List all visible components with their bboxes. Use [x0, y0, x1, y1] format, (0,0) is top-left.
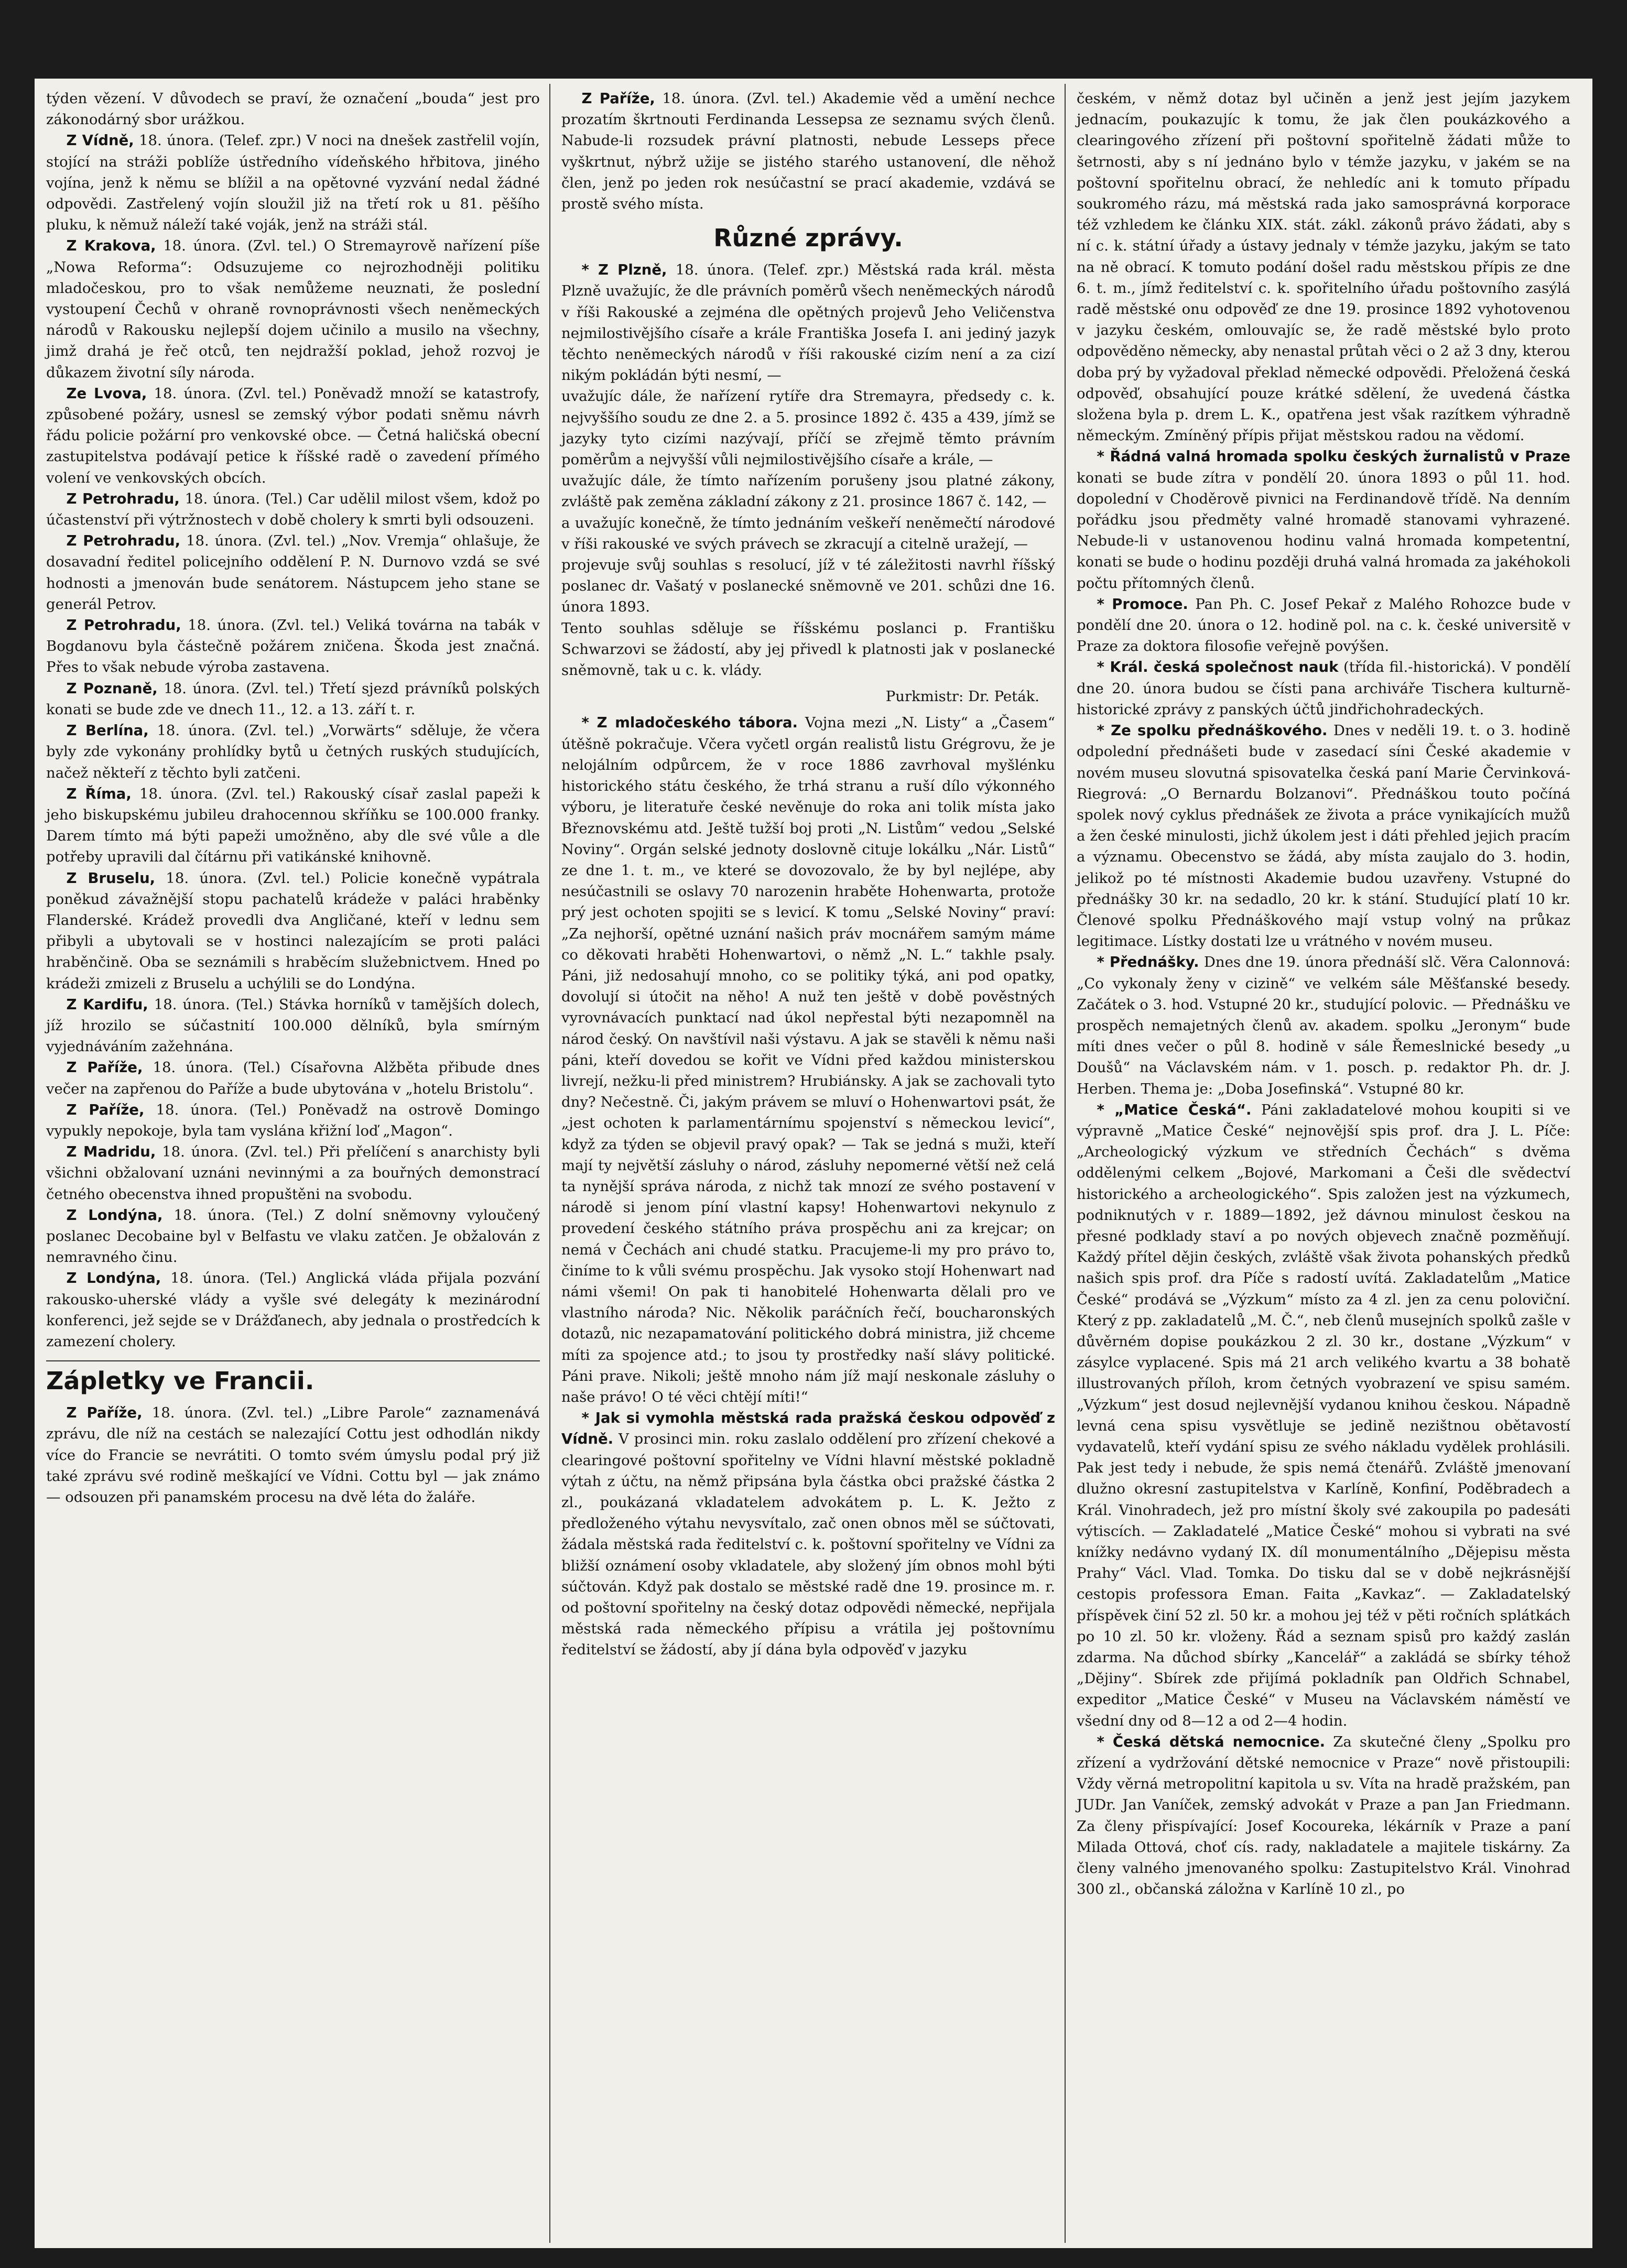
article-paragraph	[561, 1408, 1055, 1660]
article-text: Pan Ph. C. Josef Pekař z Malého Rohozce bude v pondělí dne 20. února o 12. hodině pol. na c. k. české universitě v Praze za doktora filosofie veřejně povýšen.	[1077, 595, 1570, 655]
article-text: 18. února. (Tel.) Stávka horníků v tamějších dolech, jíž hrozilo se súčastnití 100.000 dělníků, byla smírným vyjednáváním zažehnána.	[46, 996, 540, 1055]
article-dateline: * Česká dětská nemocnice.	[1097, 1733, 1326, 1750]
article-dateline: Z Paříže,	[581, 90, 655, 107]
article-text: 18. února. (Zvl. tel.) Třetí sjezd právníků polských konati se bude zde ve dnech 11., 12. a 13. září t. r.	[46, 680, 540, 718]
article-paragraph	[561, 618, 1055, 681]
article-dateline: Z Paříže,	[66, 1404, 143, 1422]
article-paragraph	[46, 488, 540, 530]
article-paragraph	[46, 783, 540, 868]
article-text: konati se bude zítra v pondělí 20. února 1893 o půl 11. hod. dopolední v Choděrově pivnici na Ferdinandově třídě. Na denním pořádku jsou předměty valné hromadě stanovami vyhrazené. Nebude-li v ustanovenou hodinu valná hromada kompetentní, konati se bude o hodinu později druhá valná hromada za jakéhokoli počtu přítomných členů.	[1077, 469, 1570, 592]
article-dateline: Z Krakova,	[66, 237, 156, 255]
article-dateline: Z Berlína,	[66, 722, 149, 739]
article-paragraph	[46, 235, 540, 383]
article-text: V prosinci min. roku zaslalo oddělení pro zřízení chekové a clearingové poštovní spořitelny ve Vídni hlavní městské pokladně výtah z účtu, na němž připsána byla částka obci pražské částka 2 zl., poukázaná vkladatelem advokátem p. L. K. Ježto z předloženého výtahu nevysvítalo, zač onen obnos měl se súčtovati, žádala městská rada ředitelství c. k. poštovní spořitelny ve Vídni za bližší oznámení osoby vkladatele, aby složený jím obnos mohl býti súčtován. Když pak dostalo se městské radě dne 19. prosince m. r. od poštovní spořitelny na český dotaz odpovědi německé, nepřijala městská rada německého přípisu a vrátila jej poštovnímu ředitelství se žádostí, aby jí dána byla odpověď v jazyku	[561, 1431, 1055, 1659]
article-text: 18. února. (Zvl. tel.) Poněvadž množí se katastrofy, způsobené požáry, usnesl se zemský výbor podati sněmu návrh řádu policie požární pro venkovské obce. — Četná haličská obecní zastupitelstva podávají petice k říšské radě o zavedení přímého volení ve venkovských obcích.	[46, 385, 540, 486]
article-text: (třída fil.-historická). V pondělí dne 20. února budou se čísti pana archiváře Tischera kulturně-historické zprávy z panských účtů jindřichohradeckých.	[1077, 659, 1570, 718]
article-paragraph	[46, 130, 540, 235]
article-text: Dnes v neděli 19. t. o 3. hodině odpolední přednášeti bude v zasedací síni České akademie v novém museu slovutná spisovatelka česká paní Marie Červinková-Riegrová: „O Bernardu Bolzanovi“. Přednáškou touto počíná spolek nový cyklus přednášek ze života a práce vynikajících mužů a žen české minulosti, jichž úkolem jest i dáti přehled jejich pracím a významu. Obecenstvo se žádá, aby místa zaujalo do 3. hodin, jelikož po té místnosti Akademie budou uzavřeny. Vstupné do přednášky 30 kr. na sedadlo, 20 kr. k stání. Studující platí 10 kr. Členové spolku Přednáškového mají vstup volný na průkaz legitimace. Lístky dostati lze u vrátného v novém museu.	[1077, 722, 1570, 950]
column-2-more-articles	[561, 712, 1055, 1660]
article-dateline: Ze Lvova,	[66, 385, 147, 402]
column-1	[46, 88, 540, 1508]
article-text: 18. února. (Zvl. tel.) Při přelíčení s anarchisty byli všichni obžalovaní uznáni nevinnými a za bouřných demonstrací četného obecenstva ihned propuštěni na svobodu.	[46, 1143, 540, 1203]
article-paragraph	[46, 1402, 540, 1508]
article-dateline: Z Petrohradu,	[66, 617, 181, 634]
article-paragraph	[46, 1099, 540, 1141]
article-text: a uvažujíc konečně, že tímto jednáním veškeří neněmečtí národové v říši rakouské ve svých právech se zkracují a citelně uražejí, —	[561, 514, 1055, 552]
article-paragraph	[46, 720, 540, 783]
article-text: 18. února. (Telef. zpr.) V noci na dnešek zastřelil vojín, stojící na stráži poblíže ústředního vídeňského hřbitova, jiného vojína, jenž k němu se blížil a na opětovné vyzvání nedal žádné odpovědi. Zastřelený vojín sloužil již na třetí rok u 81. pěšího pluku, k němuž náleží také voják, jenž na stráži stál.	[46, 132, 540, 234]
article-dateline: Z Petrohradu,	[66, 490, 180, 507]
article-dateline: Z Madridu,	[66, 1143, 156, 1161]
article-paragraph	[46, 678, 540, 720]
article-paragraph	[1077, 1099, 1570, 1731]
article-text: Tento souhlas sděluje se říšskému poslanci p. Františku Schwarzovi se žádostí, aby jej přivedl k platnosti jak v poslanecké sněmovně, tak u c. k. vlády.	[561, 619, 1055, 679]
article-paragraph	[1077, 1731, 1570, 1900]
column-rule-1	[549, 84, 550, 2243]
article-paragraph	[46, 1205, 540, 1268]
article-dateline: Z Petrohradu,	[66, 532, 181, 550]
article-paragraph	[46, 1268, 540, 1352]
signature-line: Purkmistr: Dr. Peták.	[885, 688, 1039, 705]
article-dateline: * Promoce.	[1097, 595, 1188, 613]
section-heading-zapletky: Zápletky ve Francii.	[46, 1360, 540, 1396]
article-text: 18. února. (Tel.) Anglická vláda přijala pozvání rakousko-uherské vlády a vyšle své delegáty k mezinárodní konferenci, jež sejde se v Drážďanech, aby jednala o prostředcích k zamezení cholery.	[46, 1270, 540, 1350]
article-paragraph	[1077, 88, 1570, 446]
article-paragraph	[561, 513, 1055, 554]
article-text: 18. února. (Tel.) Z dolní sněmovny vyloučený poslanec Decobaine byl v Belfastu ve vlaku zatčen. Je obžalován z nemravného činu.	[46, 1206, 540, 1266]
article-text: 18. února. (Tel.) Císařovna Alžběta přibude dnes večer na zapřenou do Paříže a bude ubytována v „hotelu Bristolu“.	[46, 1059, 540, 1097]
article-paragraph	[46, 868, 540, 994]
article-paragraph	[46, 530, 540, 615]
article-text: 18. února. (Zvl. tel.) O Stremayrově nařízení píše „Nowa Reforma“: Odsuzujeme co nejrozhodněji politiku mladočeskou, pro to však nemůžeme neuznati, že poslední vystoupení Čechů v ohraně rovnoprávnosti všech neněmeckých národů v Rakousku nejlepší dojem učinilo a musilo na všechny, jimž drahá je řeč otců, ten nejdražší poklad, jehož rozvoj je důkazem životní síly národa.	[46, 237, 540, 381]
column-2-section-articles	[561, 259, 1055, 681]
article-text: 18. února. (Zvl. tel.) Veliká továrna na tabák v Bogdanovu byla částečně požárem zničena. Škoda jest značná. Přes to však nebude výroba zastavena.	[46, 617, 540, 676]
article-paragraph	[46, 994, 540, 1057]
column-2	[561, 88, 1055, 1661]
article-dateline: * Jak si vymohla městská rada pražská českou odpověď z Vídně.	[561, 1410, 1055, 1448]
article-paragraph	[46, 1057, 540, 1099]
article-dateline: * Řádná valná hromada spolku českých žurnalistů v Praze	[1097, 448, 1570, 465]
article-paragraph	[1077, 720, 1570, 952]
article-dateline: Z Londýna,	[66, 1270, 161, 1287]
article-paragraph	[561, 712, 1055, 1408]
article-text: Za skutečné členy „Spolku pro zřízení a vydržování dětské nemocnice v Praze“ nově přistoupili: Vždy věrná metropolitní kapitola u sv. Víta na hradě pražském, pan JUDr. Jan Vaníček, zemský advokát v Praze a pan Jan Friedmann. Za členy přispívající: Josef Kocoureka, lékárník v Praze a paní Milada Ottová, choť cís. rady, nakladatele a majitele tiskárny. Za členy valného jmenovaného spolku: Zastupitelstvo Král. Vinohrad 300 zl., občanská záložna v Karlíně 10 zl., po	[1077, 1733, 1570, 1898]
column-rule-2	[1065, 84, 1066, 2243]
article-text: projevuje svůj souhlas s resolucí, jíž v té záležitosti navrhl říšský poslanec dr. Vašatý v poslanecké sněmovně ve 201. schůzi dne 16. února 1893.	[561, 557, 1055, 616]
article-paragraph	[46, 88, 540, 130]
article-text: 18. února. (Zvl. tel.) „Vorwärts“ sděluje, že včera byly zde vykonány prohlídky bytů u četných ruských studujících, načež někteří z těchto byli zatčeni.	[46, 722, 540, 781]
article-paragraph	[46, 615, 540, 678]
article-text: týden vězení. V důvodech se praví, že označení „bouda“ jest pro zákonodárný sbor urážkou.	[46, 90, 540, 128]
article-text: 18. února. (Zvl. tel.) „Libre Parole“ zaznamenává zprávu, dle níž na cestách se nalezající Cottu jest odhodlán nikdy více do Francie se nevrátiti. O tomto svém úmyslu podal prý již také zprávu své rodině meškající ve Vídni. Cottu byl — jak známo — odsouzen při panamském procesu na dvě léta do žaláře.	[46, 1404, 540, 1506]
article-dateline: Z Poznaně,	[66, 680, 158, 697]
article-paragraph	[561, 470, 1055, 512]
article-paragraph	[561, 88, 1055, 214]
article-paragraph	[46, 1141, 540, 1205]
column-1-section-articles	[46, 1402, 540, 1508]
column-2-articles	[561, 88, 1055, 214]
article-text: 18. února. (Zvl. tel.) „Nov. Vremja“ ohlašuje, že dosavadní ředitel policejního oddělení P. N. Durnovo vzdá se své hodnosti a jmenován bude senátorem. Nástupcem jeho stane se generál Petrov.	[46, 532, 540, 613]
article-dateline: Z Kardifu,	[66, 996, 148, 1013]
newspaper-page	[35, 79, 1592, 2248]
article-text: českém, v němž dotaz byl učiněn a jenž jest jejím jazykem jednacím, poukazujíc k tomu, že jak člen poukázkového a clearingového zřízení při poštovní spořitelně žádati může to šetrnosti, aby s ní jednáno bylo v témže jazyku, v jakém se na poštovní spořitelnu obrací, že nehledíc ani k tomuto případu soukromého rázu, má městská rada jako samosprávná korporace též vzhledem ke článku XIX. stát. zákl. zákonů právo žádati, aby s ní c. k. státní úřady a ústavy jednaly v témže jazyku, jakým se tato na ně obrací. K tomuto podání došel radu městskou přípis ze dne 6. t. m., jímž ředitelství c. k. spořitelního úřadu poštovního zasýlá radě městské onu odpověď ze dne 19. prosince 1892 vyhotovenou v jazyku českém, omlouvajíc se, že radě městské bylo proto odpověděno německy, aby nenastal průtah věci o 2 až 3 dny, kterou doba prý by vyžadoval překlad německé odpovědi. Přeložená česká odpověď, obsahující pouze krátké sdělení, že uvedená částka složena byla p. drem L. K., opatřena jest však razítkem výhradně německým. Zmíněný přípis přijat městskou radou na vědomí.	[1077, 90, 1570, 444]
column-1-articles	[46, 88, 540, 1352]
article-paragraph	[561, 386, 1055, 470]
article-dateline: * Z mladočeského tábora.	[581, 714, 798, 732]
article-dateline: * Přednášky.	[1097, 954, 1199, 971]
article-text: Vojna mezi „N. Listy“ a „Časem“ útěšně pokračuje. Včera vyčetl orgán realistů listu Grégrovu, že je nelojálním odpůrcem, že v roce 1886 zavrhoval myšlénku historického státu českého, že trhá stranu a ruší dílo výkonného výboru, je literatuře české nevěnuje do roka ani tolik místa jako Březnovskému atd. Ještě tužší boj proti „N. Listům“ vedou „Selské Noviny“. Orgán selské jednoty doslovně cituje lokálku „Nár. Listů“ ze dne 1. t. m., ve které se dovozovalo, že by byl nejlépe, aby nesúčastnili se oslavy 70 narozenin hraběte Hohenwarta, protože prý jest ochoten spojiti se s levicí. K tomu „Selské Noviny“ praví: „Za nejhorší, opětné uznání našich práv mocnářem samým máme co děkovati hraběti Hohenwartovi, o němž „N. L.“ takhle psaly. Páni, již nedosahují mnoho, co se politiky týká, ani pod opatky, dovolují si útočit na něho! A nuž ten ještě v době pověstných vyrovnávacích punktací nad úkol nepřestal býti nezapomněl na národ český. On navštívil naši výstavu. A jak se stavěli k němu naši páni, kteří dovedou se kořit ve Vídni před každou ministerskou livrejí, nežku-li před ministrem? Hrubiánsky. A jak se zachovali tyto dny? Nečestně. Či, jakým právem se mluví o Hohenwartovi psát, že „jest ochoten k parlamentárnímu spojenství s německou levicí“, když za týden se objevil pravý opak? — Tak se jedná s muži, kteří mají ty největší zásluhy o národ, zásluhy nepomerné větší než celá ta nynější správa národa, z nichž tak mnozí ze svého postavení v národě si jenom píní vlastní kapsy! Hohenwartovi nekynulo z provedení českého státního práva prospěchu ani za krejcar; on nemá v Čechách ani chudé statku. Pracujeme-li my pro právo to, činíme to k vůli svému prospěchu. Jak vysoko stojí Hohenwart nad námi všemi! On pak ti hanobitelé Hohenwarta dělali pro ve vlastního národa? Nic. Několik paráčních řečí, boucharonských dotazů, nic nezapamatování politického dobrá ministra, již chceme míti za spojence atd.; to jsou ty prostředky naší slávy politické. Páni prave. Nikoli; ještě mnoho nám jíž mají neskonale zásluhy o naše právo! O té věci chtějí míti!“	[561, 714, 1055, 1405]
column-3-articles	[1077, 88, 1570, 1900]
article-text: uvažujíc dále, že tímto nařízením porušeny jsou platné zákony, zvláště pak zeměna základní zákony z 21. prosince 1867 č. 142, —	[561, 472, 1055, 510]
article-dateline: Z Paříže,	[66, 1059, 143, 1076]
article-text: 18. února. (Zvl. tel.) Akademie věd a umění nechce prozatím škrtnouti Ferdinanda Lessepsa ze seznamu svých členů. Nabude-li rozsudek právní platnosti, nebude Lesseps přece vyškrtnut, nýbrž užije se jistého starého ustanovení, dle něhož člen, jenž po jeden rok nesúčastní se prací akademie, vzdává se prostě svého místa.	[561, 90, 1055, 213]
article-text: 18. února. (Zvl. tel.) Policie konečně vypátrala poněkud závažnější stopu pachatelů krádeže v paláci hraběnky Flanderské. Krádež provedli dva Angličané, kteří v lednu sem přibyli a ubytovali se v hostinci nalezajícím se proti paláci hraběnčině. Oba se seznámili s hraběcím služebnictvem. Hned po krádeži zmizeli z Bruselu a uchýlili se do Londýna.	[46, 869, 540, 992]
article-dateline: Z Bruselu,	[66, 869, 156, 887]
article-paragraph	[1077, 952, 1570, 1099]
article-dateline: Z Vídně,	[66, 132, 134, 149]
article-paragraph	[46, 383, 540, 488]
article-paragraph	[561, 554, 1055, 618]
article-text: Dnes dne 19. února přednáší slč. Věra Calonnová: „Co vykonaly ženy v cizině“ ve velkém sále Měšťanské besedy. Začátek o 3. hod. Vstupné 20 kr., studující polovic. — Přednášku ve prospěch nemajetných členů av. akadem. spolku „Jeronym“ bude míti dnes večer o půl 8. hodině v sále Řemeslnické besedy „u Doušů“ na Václavském nám. v 1. posch. p. redaktor Ph. dr. J. Herben. Thema je: „Doba Josefinská“. Vstupné 80 kr.	[1077, 954, 1570, 1097]
article-text: 18. února. (Telef. zpr.) Městská rada král. města Plzně uvažujíc, že dle právních poměrů všech neněmeckých národů v říši Rakouské a zejména dle opětných projevů Jeho Veličenstva nejmilostivějšího císaře a krále Františka Josefa I. ani jediný jazyk těchto neněmeckých národů v říši rakouské cizím není a za cizí nikým pokládán býti nesmí, —	[561, 261, 1055, 384]
article-dateline: * Z Plzně,	[581, 261, 667, 279]
article-paragraph	[1077, 594, 1570, 657]
article-text: 18. února. (Tel.) Car udělil milost všem, kdož po účastenství při výtržnostech v době cholery k smrti byli odsouzeni.	[46, 490, 540, 529]
section-heading-ruzne-zpravy: Různé zprávy.	[713, 224, 903, 253]
article-dateline: Z Paříže,	[66, 1101, 145, 1118]
article-dateline: * Ze spolku přednáškového.	[1097, 722, 1328, 739]
article-text: Páni zakladatelové mohou koupiti si ve výpravně „Matice České“ nejnovější spis prof. dra J. L. Píče: „Archeologický výzkum ve středních Čechách“ s dvěma oddělenými celkem „Bojové, Markomani a Češi dle svědectví historického a archeologického“. Spis založen jest na výzkumech, podniknutých v r. 1889—1892, jež dávnou minulost českou na přesné podklady staví a po nových objevech značně pozměňují. Každý přítel dějin českých, zvláště však života pohanských předků našich spis prof. dra Píče s radostí uvítá. Zakladatelům „Matice České“ prodává se „Výzkum“ místo za 4 zl. jen za cenu poloviční. Který z pp. zakladatelů „M. Č.“, neb členů musejních spolků zašle v důvěrném dopise poukázkou 2 zl. 30 kr., dostane „Výzkum“ v zásylce vyplacené. Spis má 21 arch velikého kvartu a 38 bohatě illustrovaných příloh, krom četných vyobrazení ve spisu samém. „Výzkum“ jest dosud nejlevnější vydanou knihou českou. Nápadně levná cena spisu vysvětluje se jedině nezištnou obětavostí vydavatelů, kteří vydání spisu ze svého nákladu vydělek prohlásili. Pak jest tedy i nebude, že spis nemá čtenářů. Zvláště jmenovaní dlužno okresní zastupitelstva v Karlíně, Konfiní, Poděbradech a Král. Vinohradech, jež pro místní školy své zakoupila po padesáti výtiscích. — Zakladatelé „Matice České“ mohou si vybrati na své knížky nedávno vydaný IX. díl monumentálního „Dějepisu města Prahy“ Václ. Vlad. Tomka. Do tisku dal se v době nejkrásnější cestopis professora Eman. Faita „Kavkaz“. — Zakladatelský příspěvek činí 52 zl. 50 kr. a mohou jej též v pěti ročních splátkách po 10 zl. 50 kr. vloženy. Řád a seznam spisů pro každý zaslán zdarma. Na důchod sbírky „Kancelář“ a zakládá se sbírky téhož „Dějiny“. Sbírek zde přijímá pokladník pan Oldřich Schnabel, expeditor „Matice České“ v Museu na Václavském náměstí ve všední dny od 8—12 a od 2—4 hodin.	[1077, 1101, 1570, 1729]
article-paragraph	[1077, 446, 1570, 593]
article-paragraph	[561, 259, 1055, 386]
column-3	[1077, 88, 1570, 1900]
article-text: 18. února. (Tel.) Poněvadž na ostrově Domingo vypukly nepokoje, byla tam vyslána křižní loď „Magon“.	[46, 1101, 540, 1139]
article-dateline: * Král. česká společnost nauk	[1097, 659, 1339, 676]
article-text: 18. února. (Zvl. tel.) Rakouský císař zaslal papeži k jeho biskupskému jubileu drahocennou skříňku se 100.000 franky. Darem tímto má býti papeži umožněno, aby dle své vůle a dle potřeby upravili dal čítárnu při vatikánské knihovně.	[46, 785, 540, 866]
article-dateline: Z Londýna,	[66, 1206, 163, 1224]
article-dateline: Z Říma,	[66, 785, 132, 802]
article-dateline: * „Matice Česká“.	[1097, 1101, 1252, 1118]
article-paragraph	[1077, 657, 1570, 720]
article-text: uvažujíc dále, že nařízení rytíře dra Stremayra, předsedy c. k. nejvyššího soudu ze dne 2. a 5. prosince 1892 č. 435 a 439, jímž se jazyky tyto cizími nazývají, příčí se zřejmě těmto právním poměrům a nejvyšší vůli nejmilostivějšího císaře a krále, —	[561, 388, 1055, 468]
